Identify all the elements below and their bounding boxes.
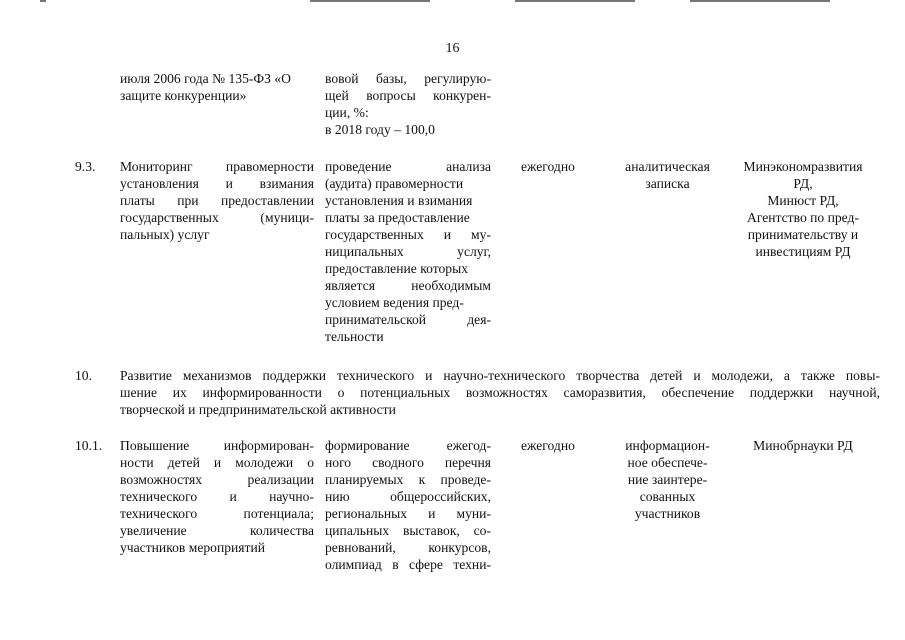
scan-edge-mark — [515, 0, 635, 2]
section-number: 10. — [75, 368, 92, 383]
page-number: 16 — [445, 41, 460, 56]
scan-edge-mark — [310, 0, 430, 2]
result: аналитическая записка — [625, 159, 710, 191]
row-number: 10.1. — [75, 438, 103, 453]
continuation-name: июля 2006 года № 135-ФЗ «О защите конкуренции» — [120, 71, 291, 103]
term: ежегодно — [521, 159, 575, 174]
indicator-text: формирование ежегод- ного сводного перечня планируемых к проведе- нию общероссийских, региональных и муни- ципальных выставок, со- ревнований, конкурсов, олимпиад в сфере техни- — [325, 438, 491, 572]
responsible: Минэкономразвития РД, Минюст РД, Агентство по пред- принимательству и инвестициям РД — [743, 159, 863, 259]
scan-edge-mark — [690, 0, 830, 2]
continuation-indicator: вовой базы, регулирую- щей вопросы конкурен- ции, %: в 2018 году – 100,0 — [325, 71, 491, 137]
responsible: Минобрнауки РД — [753, 438, 853, 453]
measure-name: Повышение информирован- ности детей и молодежи о возможностях реализации технического и научно- технического потенциала; увеличение количества участников мероприятий — [120, 438, 314, 555]
indicator-text: проведение анализа (аудита) правомерности установления и взимания платы за предоставление государственных и му- ниципальных услуг, предоставление которых является необходимым условием ведения пред- принимательской дея- тельности — [325, 159, 491, 344]
term: ежегодно — [521, 438, 575, 453]
measure-name: Мониторинг правомерности установления и взимания платы при предоставлении государственных (муници- пальных) услуг — [120, 159, 314, 242]
result: информацион- ное обеспече- ние заинтере- сованных участников — [625, 438, 710, 521]
section-title: Развитие механизмов поддержки технического и научно-технического творчества детей и молодежи, а также повы- шение их информированности о потенциальных возможностях саморазвития, обеспечение поддержки научной, творческой и предпринимательской активности — [120, 368, 880, 417]
scan-edge-mark — [40, 0, 46, 2]
row-number: 9.3. — [75, 159, 96, 174]
